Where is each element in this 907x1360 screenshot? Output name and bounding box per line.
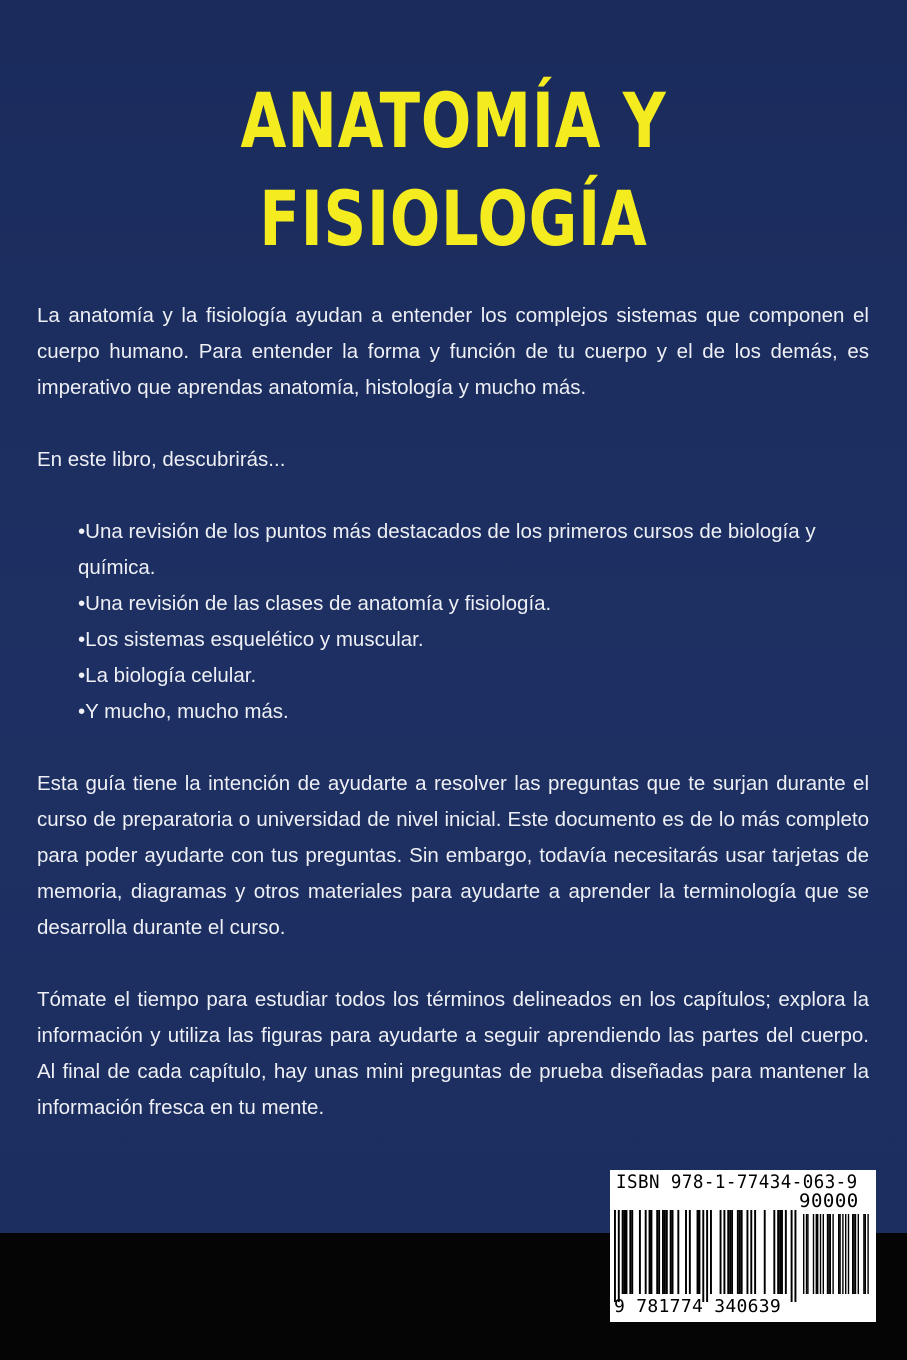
discover-lead: En este libro, descubrirás... bbox=[37, 448, 286, 471]
price-code: 90000 bbox=[799, 1190, 859, 1212]
addon-bar bbox=[858, 1214, 859, 1294]
intro-paragraph: La anatomía y la fisiología ayudan a entender los complejos sistemas que componen el cuerpo humano. Para entender la forma y función de tu cuerpo y el de los demás, es imperativo que aprendas anatomía, histología y mucho más. bbox=[37, 304, 869, 399]
addon-bar bbox=[867, 1214, 868, 1294]
barcode-bar bbox=[781, 1210, 783, 1294]
barcode-bar bbox=[622, 1210, 624, 1294]
barcode-bar bbox=[731, 1210, 733, 1294]
barcode-bar bbox=[697, 1210, 699, 1294]
discover-item: •Una revisión de las clases de anatomía y fisiología. bbox=[78, 592, 552, 615]
barcode-bar bbox=[672, 1210, 674, 1294]
barcode-bar bbox=[729, 1210, 731, 1294]
barcode-bar bbox=[624, 1210, 626, 1294]
barcode-bar bbox=[773, 1210, 775, 1294]
addon-bar bbox=[820, 1214, 821, 1294]
addon-bar bbox=[816, 1214, 817, 1294]
barcode-bar bbox=[777, 1210, 779, 1294]
barcode-bar bbox=[649, 1210, 651, 1294]
addon-bar bbox=[852, 1214, 853, 1294]
addon-bar bbox=[839, 1214, 840, 1294]
addon-bar bbox=[828, 1214, 829, 1294]
barcode-bar bbox=[785, 1210, 787, 1294]
addon-bar bbox=[855, 1214, 856, 1294]
barcode-bar bbox=[750, 1210, 752, 1294]
addon-bar bbox=[845, 1214, 846, 1294]
title-line-1: ANATOMÍA Y bbox=[240, 76, 667, 165]
barcode-bar bbox=[741, 1210, 743, 1294]
addon-bar bbox=[827, 1214, 828, 1294]
cover-title bbox=[100, 72, 807, 268]
isbn-barcode bbox=[610, 1170, 876, 1322]
addon-bar bbox=[838, 1214, 839, 1294]
discover-item: •Los sistemas esquelético y muscular. bbox=[78, 628, 424, 651]
barcode-bar bbox=[720, 1210, 722, 1294]
barcode-bar bbox=[670, 1210, 672, 1294]
barcode-bar bbox=[754, 1210, 756, 1294]
barcode-bar bbox=[618, 1210, 620, 1302]
barcode-bar bbox=[764, 1210, 766, 1294]
barcode-bar bbox=[794, 1210, 796, 1302]
barcode-bar bbox=[645, 1210, 647, 1294]
guide-paragraph: Esta guía tiene la intención de ayudarte a resolver las preguntas que te surjan durante el curso de preparatoria o universidad de nivel inicial. Este documento es de lo más completo para poder ayudarte con tus preguntas. Sin embargo, todavía necesitarás usar tarjetas de memoria, diagramas y otros materiales para ayudarte a aprender la terminología que se desarrolla durante el curso. bbox=[37, 772, 869, 939]
barcode-bar bbox=[791, 1210, 793, 1302]
barcode-bar bbox=[702, 1210, 704, 1302]
addon-bar bbox=[806, 1214, 807, 1294]
addon-bar bbox=[863, 1214, 864, 1294]
barcode-bar bbox=[739, 1210, 741, 1294]
addon-bar bbox=[842, 1214, 843, 1294]
discover-list bbox=[37, 514, 869, 730]
addon-bar bbox=[830, 1214, 831, 1294]
barcode-bar bbox=[614, 1210, 616, 1302]
barcode-bar bbox=[629, 1210, 631, 1294]
barcode-bar bbox=[677, 1210, 679, 1294]
addon-bar bbox=[807, 1214, 808, 1294]
discover-item: •Una revisión de los puntos más destacados de los primeros cursos de biología y química. bbox=[78, 520, 816, 579]
addon-bar bbox=[853, 1214, 854, 1294]
isbn-label: ISBN 978-1-77434-063-9 bbox=[616, 1171, 858, 1193]
barcode-bar bbox=[698, 1210, 700, 1294]
title-line-2: FISIOLOGÍA bbox=[259, 174, 648, 263]
barcode-bar bbox=[639, 1210, 641, 1294]
discover-item: •Y mucho, mucho más. bbox=[78, 700, 289, 723]
addon-bar bbox=[823, 1214, 824, 1294]
barcode-bar bbox=[685, 1210, 687, 1294]
barcode-bar bbox=[631, 1210, 633, 1294]
addon-bar bbox=[813, 1214, 814, 1294]
barcode-bar bbox=[656, 1210, 658, 1294]
addon-bar bbox=[817, 1214, 818, 1294]
study-paragraph: Tómate el tiempo para estudiar todos los términos delineados en los capítulos; explora la información y utiliza las figuras para ayudarte a seguir aprendiendo las partes del cuerpo. Al final de cada capítulo, hay unas mini preguntas de prueba diseñadas para mantener la información fresca en tu mente. bbox=[37, 988, 869, 1119]
barcode-bar bbox=[650, 1210, 652, 1294]
barcode-bar bbox=[658, 1210, 660, 1294]
ean-digits: 9 781774 340639 bbox=[614, 1296, 782, 1317]
barcode-bar bbox=[706, 1210, 708, 1302]
addon-bar bbox=[865, 1214, 866, 1294]
addon-bar bbox=[848, 1214, 849, 1294]
barcode-bar bbox=[737, 1210, 739, 1294]
barcode-bar bbox=[666, 1210, 668, 1294]
barcode-bar bbox=[710, 1210, 712, 1294]
barcode-bar bbox=[689, 1210, 691, 1294]
back-cover-text bbox=[37, 298, 869, 1126]
addon-bar bbox=[832, 1214, 833, 1294]
barcode-bar bbox=[779, 1210, 781, 1294]
barcode-bar bbox=[662, 1210, 664, 1294]
barcode-bar bbox=[626, 1210, 628, 1294]
addon-bar bbox=[803, 1214, 804, 1294]
barcode-bar bbox=[723, 1210, 725, 1294]
discover-item: •La biología celular. bbox=[78, 664, 257, 687]
barcode-bar bbox=[727, 1210, 729, 1294]
barcode-bar bbox=[746, 1210, 748, 1294]
barcode-bar bbox=[664, 1210, 666, 1294]
